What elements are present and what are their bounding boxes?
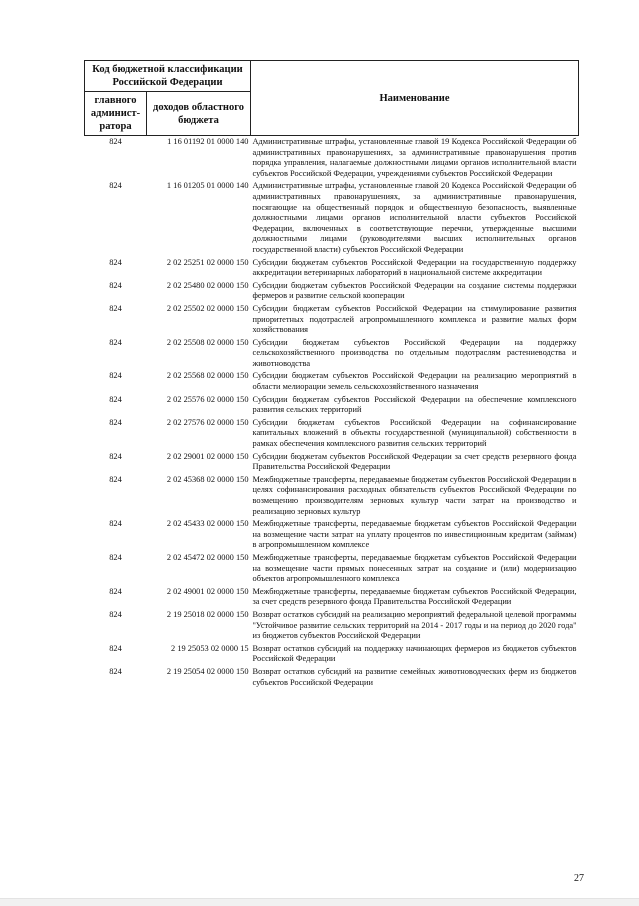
table-row [85, 258, 579, 281]
income-code-cell: 2 19 25053 02 0000 15 [171, 643, 249, 653]
name-cell: Субсидии бюджетам субъектов Российской Федерации на создание системы поддержки фермеров и развитие сельской кооперации [252, 280, 577, 301]
name-cell: Межбюджетные трансферты, передаваемые бюджетам субъектов Российской Федерации на возмещение части затрат на уплату процентов по инвестиционным кредитам (займам) в агропромышленном комплексе [252, 519, 577, 550]
table-row [85, 418, 579, 452]
income-code-cell: 2 19 25018 02 0000 150 [166, 609, 249, 619]
admin-code-cell: 824 [109, 257, 122, 267]
admin-code-cell: 824 [109, 552, 122, 562]
name-cell: Возврат остатков субсидий на развитие семейных животноводческих ферм из бюджетов субъектов Российской Федерации [252, 666, 577, 687]
table-row [85, 644, 579, 667]
income-code-cell: 2 02 25251 02 0000 150 [166, 257, 249, 267]
name-cell: Субсидии бюджетам субъектов Российской Федерации на поддержку сельскохозяйственного производства по отдельным подотраслям растениеводства и животноводства [252, 337, 577, 368]
admin-code-cell: 824 [109, 337, 122, 347]
income-code-cell: 1 16 01192 01 0000 140 [167, 137, 249, 146]
table-row [85, 281, 579, 304]
admin-code-cell: 824 [109, 474, 122, 484]
table-row [85, 395, 579, 418]
header-admin-column: главного админист-ратора [85, 92, 147, 136]
table-header [85, 61, 579, 136]
income-code-cell: 2 02 25502 02 0000 150 [166, 303, 249, 313]
income-code-cell: 2 02 49001 02 0000 150 [166, 586, 249, 596]
admin-code-cell: 824 [109, 451, 122, 461]
name-cell: Межбюджетные трансферты, передаваемые бюджетам субъектов Российской Федерации, за счет средств резервного фонда Правительства Российской Федерации [252, 586, 577, 607]
admin-code-cell: 824 [109, 586, 122, 596]
admin-code-cell: 824 [109, 303, 122, 313]
name-cell: Возврат остатков субсидий на реализацию мероприятий федеральной целевой программы "Устойчивое развитие сельских территорий на 2014 - 2017 годы и на период до 2020 года" из бюджетов субъектов Российской Федерации [252, 609, 577, 641]
income-code-cell: 2 19 25054 02 0000 150 [166, 666, 249, 676]
name-cell: Межбюджетные трансферты, передаваемые бюджетам субъектов Российской Федерации на возмещение части прямых понесенных затрат на создание и (или) модернизацию объектов агропромышленного комплекса [252, 552, 577, 584]
name-cell: Административные штрафы, установленные главой 20 Кодекса Российской Федерации об административных правонарушениях, за административные правонарушения, посягающие на общественный порядок и общественную безопасность, выявленные должностными лицами органов исполнительной власти субъектов Российской Федерации, включенных в соответствующие перечни, утвержденные высшими должностными лицами (руководителями высших исполнительных органов государственной власти) субъектов Российской Федерации [252, 181, 577, 254]
name-cell: Возврат остатков субсидий на поддержку начинающих фермеров из бюджетов субъектов Российской Федерации [252, 643, 577, 664]
income-code-cell: 2 02 25576 02 0000 150 [166, 394, 249, 404]
table-row [85, 519, 579, 553]
income-code-cell: 1 16 01205 01 0000 140 [166, 181, 249, 191]
income-code-cell: 2 02 25480 02 0000 150 [166, 280, 249, 290]
admin-code-cell: 824 [109, 609, 122, 619]
header-group-title: Код бюджетной классификации Российской Федерации [85, 61, 251, 92]
name-cell: Субсидии бюджетам субъектов Российской Федерации на реализацию мероприятий в области мелиорации земель сельскохозяйственного назначения [252, 371, 577, 392]
income-code-cell: 2 02 27576 02 0000 150 [166, 417, 249, 427]
table-row [85, 136, 579, 182]
income-code-cell: 2 02 25508 02 0000 150 [166, 337, 249, 347]
income-code-cell: 2 02 45433 02 0000 150 [166, 519, 249, 529]
admin-code-cell: 824 [109, 666, 122, 676]
table-row [85, 553, 579, 587]
income-code-cell: 2 02 25568 02 0000 150 [166, 371, 249, 381]
table-row [85, 181, 579, 257]
income-code-cell: 2 02 29001 02 0000 150 [166, 451, 249, 461]
name-cell: Административные штрафы, установленные главой 19 Кодекса Российской Федерации об административных правонарушениях, за административные правонарушения против порядка управления, налагаемые должностными лицами органов исполнительной власти субъектов Российской Федерации, учреждениями субъектов Российской Федерации [252, 137, 577, 178]
income-code-cell: 2 02 45472 02 0000 150 [166, 552, 249, 562]
table-row [85, 371, 579, 394]
table-row [85, 338, 579, 372]
header-name-column: Наименование [251, 61, 579, 136]
admin-code-cell: 824 [109, 280, 122, 290]
admin-code-cell: 824 [109, 643, 122, 653]
name-cell: Межбюджетные трансферты, передаваемые бюджетам субъектов Российской Федерации в целях софинансирования расходных обязательств субъектов Российской Федерации по возмещению производителям зерновых культур части затрат на производство и реализацию зерновых культур [252, 474, 577, 516]
admin-code-cell: 824 [109, 519, 122, 529]
name-cell: Субсидии бюджетам субъектов Российской Федерации на обеспечение комплексного развития сельских территорий [252, 394, 577, 415]
header-income-column: доходов областного бюджета [147, 92, 251, 136]
admin-code-cell: 824 [109, 417, 122, 427]
table-row [85, 452, 579, 475]
admin-code-cell: 824 [109, 181, 122, 191]
name-cell: Субсидии бюджетам субъектов Российской Федерации на государственную поддержку аккредитации ветеринарных лабораторий в национальной системе аккредитации [252, 257, 577, 278]
table-body [85, 136, 579, 691]
table-row [85, 587, 579, 610]
admin-code-cell: 824 [109, 371, 122, 381]
admin-code-cell: 824 [109, 394, 122, 404]
income-code-cell: 2 02 45368 02 0000 150 [166, 474, 249, 484]
table-row [85, 667, 579, 690]
name-cell: Субсидии бюджетам субъектов Российской Федерации на стимулирование развития приоритетных подотраслей агропромышленного комплекса и развитие малых форм хозяйствования [252, 303, 577, 335]
budget-classification-table [84, 60, 579, 690]
table-row [85, 610, 579, 644]
table-row [85, 475, 579, 519]
table-row [85, 304, 579, 338]
name-cell: Субсидии бюджетам субъектов Российской Федерации за счет средств резервного фонда Правительства Российской Федерации [252, 451, 577, 472]
admin-code-cell: 824 [109, 137, 122, 146]
page-number: 27 [574, 873, 584, 884]
name-cell: Субсидии бюджетам субъектов Российской Федерации на софинансирование капитальных вложений в объекты государственной (муниципальной) собственности в рамках обеспечения комплексного развития сельских территорий [252, 417, 577, 449]
